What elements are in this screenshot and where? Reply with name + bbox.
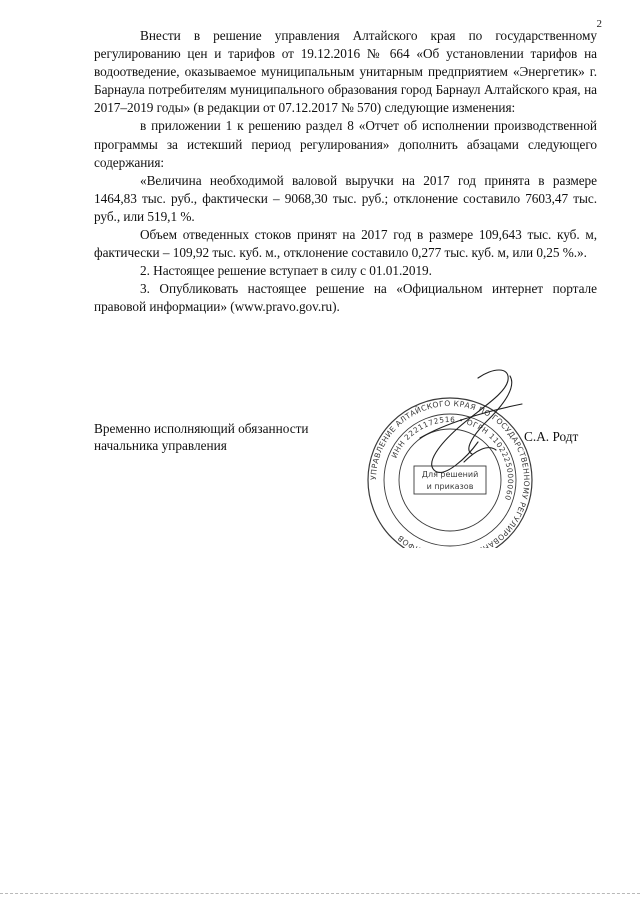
signatory-name: С.А. Родт xyxy=(524,429,579,444)
bottom-scan-edge xyxy=(0,893,640,894)
page-number: 2 xyxy=(596,18,602,30)
signatory-title-line2: начальника управления xyxy=(94,438,227,453)
paragraph-revenue: «Величина необходимой валовой выручки на 2017 год принята в размере 1464,83 тыс. руб., фактически – 9068,30 тыс. руб.; отклонение составило 7603,47 тыс. руб., или 519,1 %. xyxy=(94,172,597,224)
official-stamp-and-signature xyxy=(360,358,540,548)
paragraph-appendix-change: в приложении 1 к решению раздел 8 «Отчет об исполнении производственной программы за истекший период регулирования» дополнить абзацами следующего содержания: xyxy=(94,118,597,170)
paragraph-effective-date: 2. Настоящее решение вступает в силу с 01.01.2019. xyxy=(140,263,432,279)
paragraph-volume: Объем отведенных стоков принят на 2017 год в размере 109,643 тыс. куб. м, фактически – 109,92 тыс. куб. м., отклонение составило 0,277 тыс. куб. м, или 0,25 %.». xyxy=(94,227,597,261)
stamp-inner-text: ИНН 2221172516 • ОГРН 1102225000060 xyxy=(389,414,516,502)
stamp-outer-text: УПРАВЛЕНИЕ АЛТАЙСКОГО КРАЯ ПО ГОСУДАРСТВЕННОМУ РЕГУЛИРОВАН ФОВ xyxy=(368,398,532,548)
paragraph-amendment-intro: Внести в решение управления Алтайского края по государственному регулированию цен и тарифов от 19.12.2016 № 664 «Об установлении тарифов на водоотведение, оказываемое муниципальным унитарным предприятием «Энергетик» г. Барнаула потребителям муниципального образования город Барнаул Алтайского края, на 2017–2019 годы» (в редакции от 07.12.2017 № 570) следующие изменения: xyxy=(94,28,597,116)
stamp-center-line2: и приказов xyxy=(426,482,474,491)
paragraph-publication: 3. Опубликовать настоящее решение на «Официальном интернет портале правовой информации» (www.pravo.gov.ru). xyxy=(94,281,597,315)
signatory-title xyxy=(94,420,309,454)
signatory-title-line1: Временно исполняющий обязанности xyxy=(94,421,309,436)
stamp-center-line1: Для решений xyxy=(421,470,479,479)
document-body xyxy=(94,27,597,317)
